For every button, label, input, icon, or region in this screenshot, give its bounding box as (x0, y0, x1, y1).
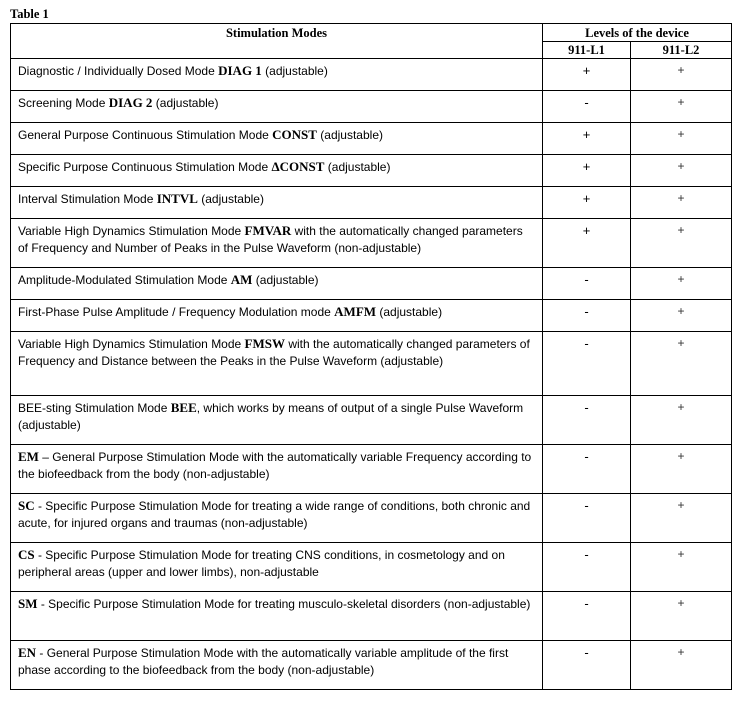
mode-description: EN - General Purpose Stimulation Mode with the automatically variable amplitude of the first phase according to the biofeedback from the body (non-adjustable) (11, 641, 543, 690)
level-911-l1-mark: - (543, 494, 631, 543)
mode-code: SC (18, 498, 35, 513)
mode-description: SM - Specific Purpose Stimulation Mode for treating musculo-skeletal disorders (non-adjustable) (11, 592, 543, 641)
level-911-l2-mark: + (631, 123, 732, 155)
level-911-l1-mark: + (543, 123, 631, 155)
mode-code: AMFM (334, 304, 377, 319)
level-911-l1-mark: - (543, 332, 631, 396)
level-911-l1-mark: - (543, 268, 631, 300)
level-911-l2-mark: + (631, 592, 732, 641)
header-stimulation-modes: Stimulation Modes (11, 24, 543, 59)
mode-code: SM (18, 596, 38, 611)
table-row (11, 592, 732, 641)
table-row (11, 155, 732, 187)
level-911-l1-mark: - (543, 592, 631, 641)
mode-code: CONST (272, 127, 317, 142)
mode-description: Specific Purpose Continuous Stimulation Mode ΔCONST (adjustable) (11, 155, 543, 187)
mode-description: Diagnostic / Individually Dosed Mode DIAG 1 (adjustable) (11, 59, 543, 91)
stimulation-modes-table (10, 23, 732, 690)
table-row (11, 300, 732, 332)
level-911-l1-mark: - (543, 91, 631, 123)
header-col-911-l2: 911-L2 (631, 42, 732, 59)
mode-code: DIAG 1 (218, 63, 262, 78)
mode-description: BEE-sting Stimulation Mode BEE, which works by means of output of a single Pulse Waveform (adjustable) (11, 396, 543, 445)
table-caption: Table 1 (10, 7, 49, 21)
level-911-l2-mark: + (631, 494, 732, 543)
table-row (11, 59, 732, 91)
level-911-l2-mark: + (631, 155, 732, 187)
level-911-l2-mark: + (631, 641, 732, 690)
mode-code: FMSW (244, 336, 285, 351)
level-911-l2-mark: + (631, 91, 732, 123)
mode-description: SC - Specific Purpose Stimulation Mode for treating a wide range of conditions, both chronic and acute, for injured organs and traumas (non-adjustable) (11, 494, 543, 543)
level-911-l2-mark: + (631, 543, 732, 592)
table-row (11, 91, 732, 123)
mode-code: EN (18, 645, 37, 660)
mode-code: INTVL (156, 191, 198, 206)
mode-description: First-Phase Pulse Amplitude / Frequency Modulation mode AMFM (adjustable) (11, 300, 543, 332)
mode-description: General Purpose Continuous Stimulation Mode CONST (adjustable) (11, 123, 543, 155)
level-911-l1-mark: + (543, 187, 631, 219)
mode-code: BEE (170, 400, 197, 415)
header-levels-of-device: Levels of the device (543, 24, 732, 42)
mode-code: FMVAR (244, 223, 292, 238)
table-row (11, 396, 732, 445)
table-row (11, 123, 732, 155)
table-row (11, 445, 732, 494)
level-911-l2-mark: + (631, 219, 732, 268)
table-row (11, 494, 732, 543)
table-row (11, 641, 732, 690)
level-911-l2-mark: + (631, 59, 732, 91)
table-row (11, 268, 732, 300)
level-911-l1-mark: - (543, 300, 631, 332)
level-911-l1-mark: - (543, 641, 631, 690)
level-911-l2-mark: + (631, 300, 732, 332)
level-911-l2-mark: + (631, 332, 732, 396)
level-911-l2-mark: + (631, 268, 732, 300)
table-row (11, 219, 732, 268)
table-row (11, 543, 732, 592)
mode-description: Interval Stimulation Mode INTVL (adjustable) (11, 187, 543, 219)
mode-description: EM – General Purpose Stimulation Mode with the automatically variable Frequency according to the biofeedback from the body (non-adjustable) (11, 445, 543, 494)
mode-code: ΔCONST (271, 159, 325, 174)
level-911-l2-mark: + (631, 445, 732, 494)
level-911-l2-mark: + (631, 396, 732, 445)
mode-code: EM (18, 449, 39, 464)
mode-code: CS (18, 547, 35, 562)
level-911-l2-mark: + (631, 187, 732, 219)
mode-description: Amplitude-Modulated Stimulation Mode AM (adjustable) (11, 268, 543, 300)
header-col-911-l1: 911-L1 (543, 42, 631, 59)
mode-code: AM (230, 272, 253, 287)
mode-code: DIAG 2 (108, 95, 153, 110)
level-911-l1-mark: + (543, 219, 631, 268)
level-911-l1-mark: - (543, 396, 631, 445)
level-911-l1-mark: - (543, 543, 631, 592)
level-911-l1-mark: + (543, 59, 631, 91)
table-row (11, 187, 732, 219)
mode-description: Screening Mode DIAG 2 (adjustable) (11, 91, 543, 123)
level-911-l1-mark: + (543, 155, 631, 187)
mode-description: CS - Specific Purpose Stimulation Mode for treating CNS conditions, in cosmetology and on peripheral areas (upper and lower limbs), non-adjustable (11, 543, 543, 592)
table-row (11, 332, 732, 396)
mode-description: Variable High Dynamics Stimulation Mode FMVAR with the automatically changed parameters of Frequency and Number of Peaks in the Pulse Waveform (non-adjustable) (11, 219, 543, 268)
level-911-l1-mark: - (543, 445, 631, 494)
mode-description: Variable High Dynamics Stimulation Mode FMSW with the automatically changed parameters of Frequency and Distance between the Peaks in the Pulse Waveform (adjustable) (11, 332, 543, 396)
